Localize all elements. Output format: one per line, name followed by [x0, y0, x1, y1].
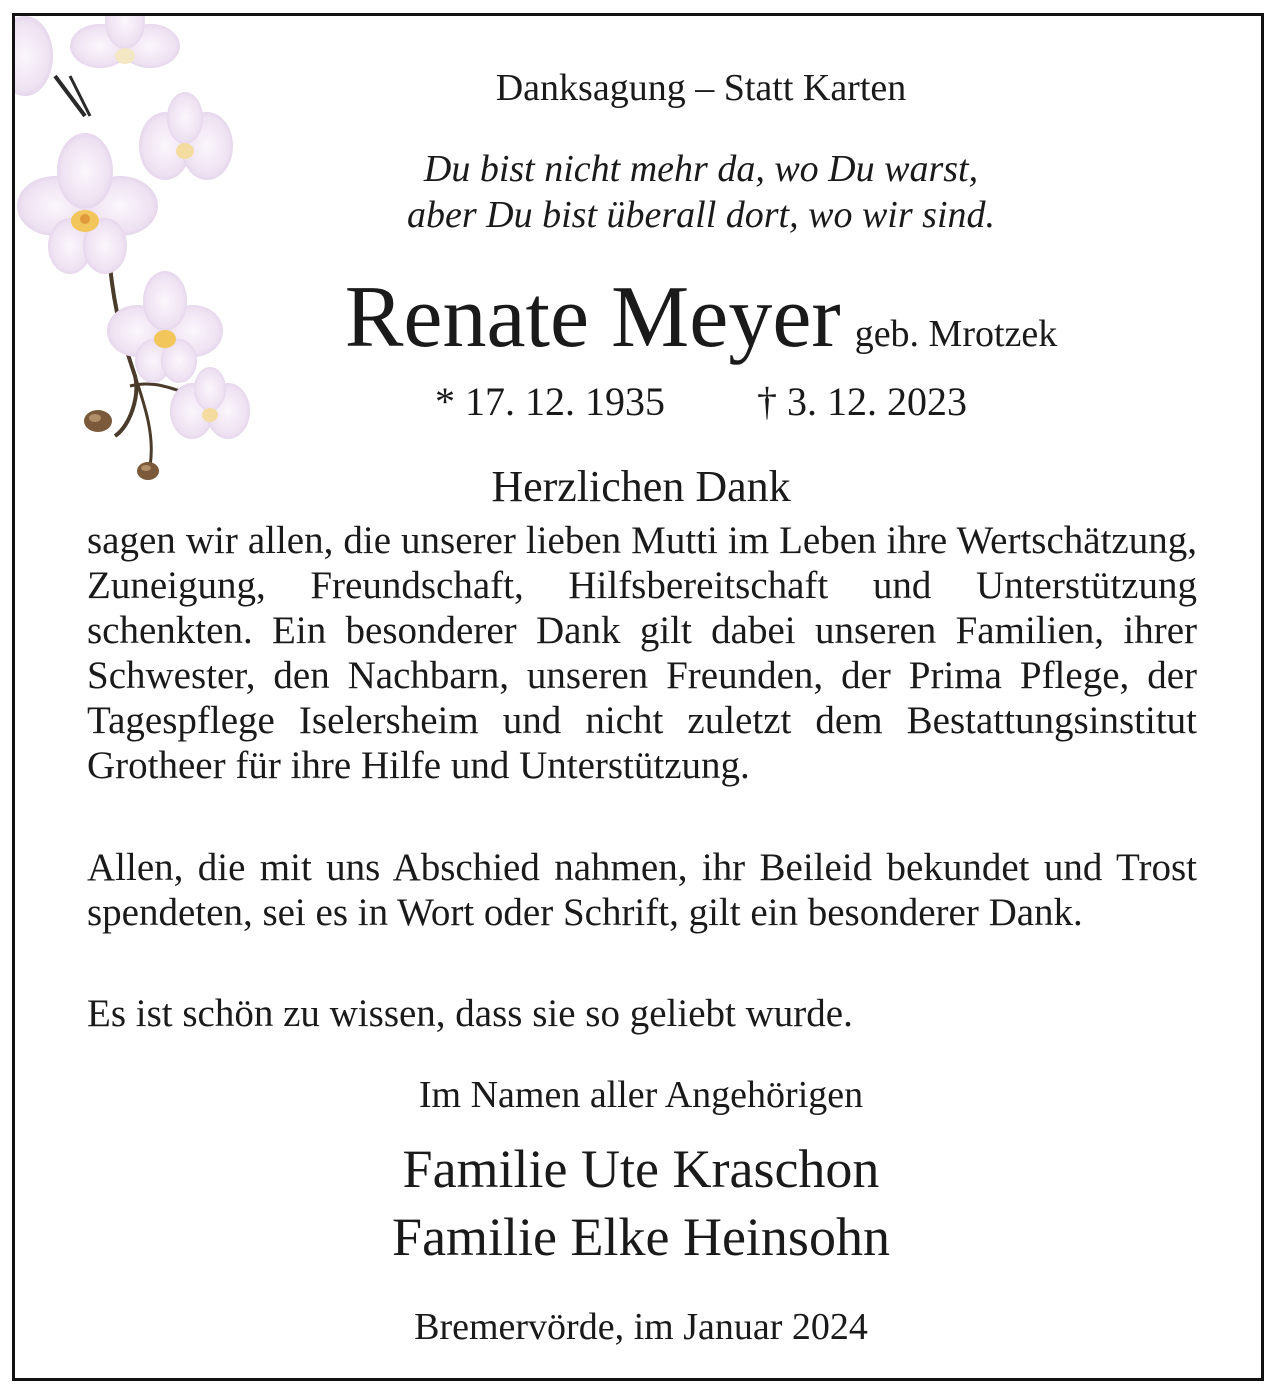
deceased-name-row	[78, 268, 1264, 384]
birth-date: * 17. 12. 1935	[435, 379, 665, 424]
maiden-name: geb. Mrotzek	[854, 313, 1058, 355]
memorial-quote	[78, 146, 1264, 238]
place-and-date: Bremervörde, im Januar 2024	[414, 1306, 868, 1348]
deceased-name: Renate Meyer	[344, 269, 841, 366]
family-name-2: Familie Elke Heinsohn	[392, 1207, 890, 1267]
obituary-notice	[12, 13, 1264, 1381]
death-date: † 3. 12. 2023	[757, 379, 967, 424]
thanks-paragraph-1: sagen wir allen, die unserer lieben Mutti im Leben ihre Wertschätzung, Zuneigung, Freundschaft, Hilfsbereitschaft und Unterstützung schenkten. Ein besonderer Dank gilt dabei unseren Familien, ihrer Schwester, den Nachbarn, unseren Freunden, der Prima Pflege, der Tagespflege Iselersheim und nicht zuletzt dem Bestattungsinstitut Grotheer für ihre Hilfe und Unterstützung.	[87, 519, 1197, 787]
life-dates	[78, 378, 1264, 425]
thanks-heading: Herzlichen Dank	[491, 462, 791, 511]
quote-line-1: Du bist nicht mehr da, wo Du warst,	[423, 148, 979, 190]
family-name-1: Familie Ute Kraschon	[402, 1139, 880, 1199]
quote-line-2: aber Du bist überall dort, wo wir sind.	[407, 194, 995, 236]
signature-closing: Im Namen aller Angehörigen	[418, 1074, 864, 1116]
thanks-paragraph-3: Es ist schön zu wissen, dass sie so geliebt wurde.	[87, 992, 853, 1035]
thanks-paragraph-2: Allen, die mit uns Abschied nahmen, ihr Beileid bekundet und Trost spendeten, sei es in Wort oder Schrift, gilt ein besonderer Dank.	[87, 846, 1197, 934]
notice-title: Danksagung – Statt Karten	[495, 67, 907, 109]
